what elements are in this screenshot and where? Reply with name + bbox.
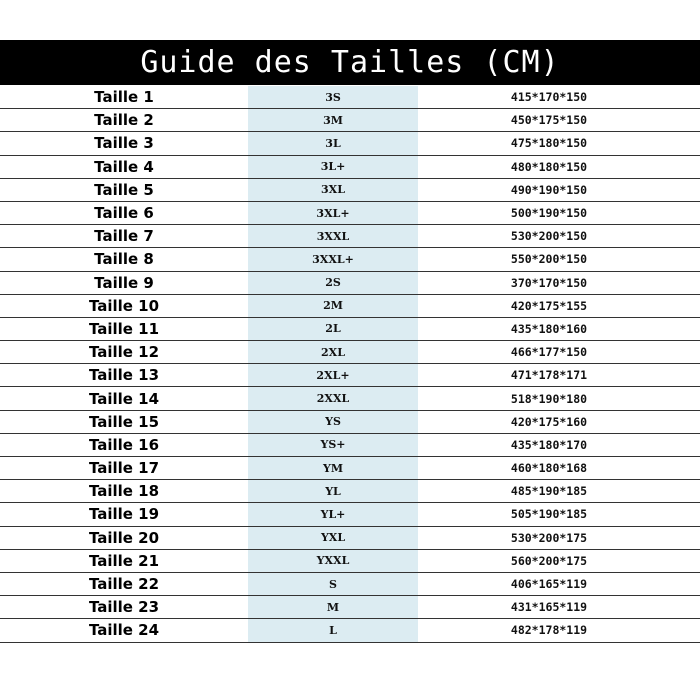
table-row [0, 341, 700, 364]
dimensions-cell: 406*165*119 [510, 577, 588, 592]
size-label-cell: Taille 6 [94, 204, 154, 223]
size-label-cell: Taille 24 [88, 621, 160, 640]
dimensions-cell: 475*180*150 [510, 136, 588, 151]
dimensions-cell: 518*190*180 [510, 391, 588, 406]
dimensions-cell: 420*175*160 [510, 414, 588, 429]
dimensions-cell: 485*190*185 [510, 484, 588, 499]
size-code-cell: 2XL+ [248, 364, 418, 386]
size-label-cell: Taille 23 [88, 598, 160, 617]
dimensions-cell: 466*177*150 [510, 345, 588, 360]
table-row [0, 318, 700, 341]
table-row [0, 596, 700, 619]
size-code-cell: 3M [248, 109, 418, 131]
dimensions-cell: 550*200*150 [510, 252, 588, 267]
size-label-cell: Taille 10 [88, 296, 160, 315]
size-label-cell: Taille 13 [88, 366, 160, 385]
dimensions-cell: 480*180*150 [510, 159, 588, 174]
dimensions-cell: 415*170*150 [510, 90, 588, 105]
size-code-cell: 3XL+ [248, 202, 418, 224]
size-code-cell: 2S [248, 272, 418, 294]
dimensions-cell: 460*180*168 [510, 461, 588, 476]
table-row [0, 156, 700, 179]
dimensions-cell: 490*190*150 [510, 182, 588, 197]
dimensions-cell: 500*190*150 [510, 206, 588, 221]
page-title: Guide des Tailles (CM) [0, 40, 700, 85]
size-code-cell: 3S [248, 86, 418, 108]
size-label-cell: Taille 17 [88, 459, 160, 478]
size-code-cell: YXL [248, 527, 418, 549]
size-code-cell: 3L+ [248, 156, 418, 178]
size-code-cell: 2L [248, 318, 418, 340]
size-label-cell: Taille 16 [88, 435, 160, 454]
size-code-cell: M [248, 596, 418, 618]
size-label-cell: Taille 9 [94, 273, 154, 292]
table-row [0, 411, 700, 434]
size-table [0, 86, 700, 643]
size-code-cell: 2XXL [248, 387, 418, 409]
size-code-cell: L [248, 619, 418, 641]
size-label-cell: Taille 4 [94, 157, 154, 176]
size-label-cell: Taille 21 [88, 551, 160, 570]
dimensions-cell: 420*175*155 [510, 298, 588, 313]
size-label-cell: Taille 12 [88, 343, 160, 362]
table-row [0, 573, 700, 596]
size-code-cell: 3XXL+ [248, 248, 418, 270]
dimensions-cell: 435*180*160 [510, 321, 588, 336]
size-code-cell: YS [248, 411, 418, 433]
table-row [0, 179, 700, 202]
size-code-cell: YL+ [248, 503, 418, 525]
table-row [0, 503, 700, 526]
table-row [0, 132, 700, 155]
dimensions-cell: 450*175*150 [510, 113, 588, 128]
size-label-cell: Taille 5 [94, 180, 154, 199]
size-label-cell: Taille 3 [94, 134, 154, 153]
table-row [0, 480, 700, 503]
dimensions-cell: 431*165*119 [510, 600, 588, 615]
table-row [0, 364, 700, 387]
size-label-cell: Taille 15 [88, 412, 160, 431]
table-row [0, 619, 700, 642]
size-label-cell: Taille 18 [88, 482, 160, 501]
dimensions-cell: 560*200*175 [510, 553, 588, 568]
table-row [0, 272, 700, 295]
table-row [0, 387, 700, 410]
size-code-cell: YM [248, 457, 418, 479]
size-code-cell: 2XL [248, 341, 418, 363]
table-row [0, 86, 700, 109]
size-label-cell: Taille 22 [88, 575, 160, 594]
size-label-cell: Taille 11 [88, 319, 160, 338]
size-code-cell: S [248, 573, 418, 595]
size-label-cell: Taille 14 [88, 389, 160, 408]
dimensions-cell: 482*178*119 [510, 623, 588, 638]
size-code-cell: YXXL [248, 550, 418, 572]
dimensions-cell: 530*200*175 [510, 530, 588, 545]
dimensions-cell: 435*180*170 [510, 437, 588, 452]
table-row [0, 550, 700, 573]
size-code-cell: 3XXL [248, 225, 418, 247]
table-row [0, 527, 700, 550]
table-row [0, 295, 700, 318]
table-row [0, 225, 700, 248]
dimensions-cell: 471*178*171 [510, 368, 588, 383]
size-label-cell: Taille 20 [88, 528, 160, 547]
size-label-cell: Taille 1 [94, 88, 154, 107]
dimensions-cell: 505*190*185 [510, 507, 588, 522]
size-code-cell: 3L [248, 132, 418, 154]
size-code-cell: YL [248, 480, 418, 502]
table-row [0, 109, 700, 132]
table-row [0, 202, 700, 225]
size-code-cell: 2M [248, 295, 418, 317]
size-label-cell: Taille 2 [94, 111, 154, 130]
size-label-cell: Taille 19 [88, 505, 160, 524]
size-label-cell: Taille 8 [94, 250, 154, 269]
table-row [0, 248, 700, 271]
size-code-cell: 3XL [248, 179, 418, 201]
dimensions-cell: 530*200*150 [510, 229, 588, 244]
size-label-cell: Taille 7 [94, 227, 154, 246]
size-code-cell: YS+ [248, 434, 418, 456]
dimensions-cell: 370*170*150 [510, 275, 588, 290]
table-row [0, 457, 700, 480]
table-row [0, 434, 700, 457]
